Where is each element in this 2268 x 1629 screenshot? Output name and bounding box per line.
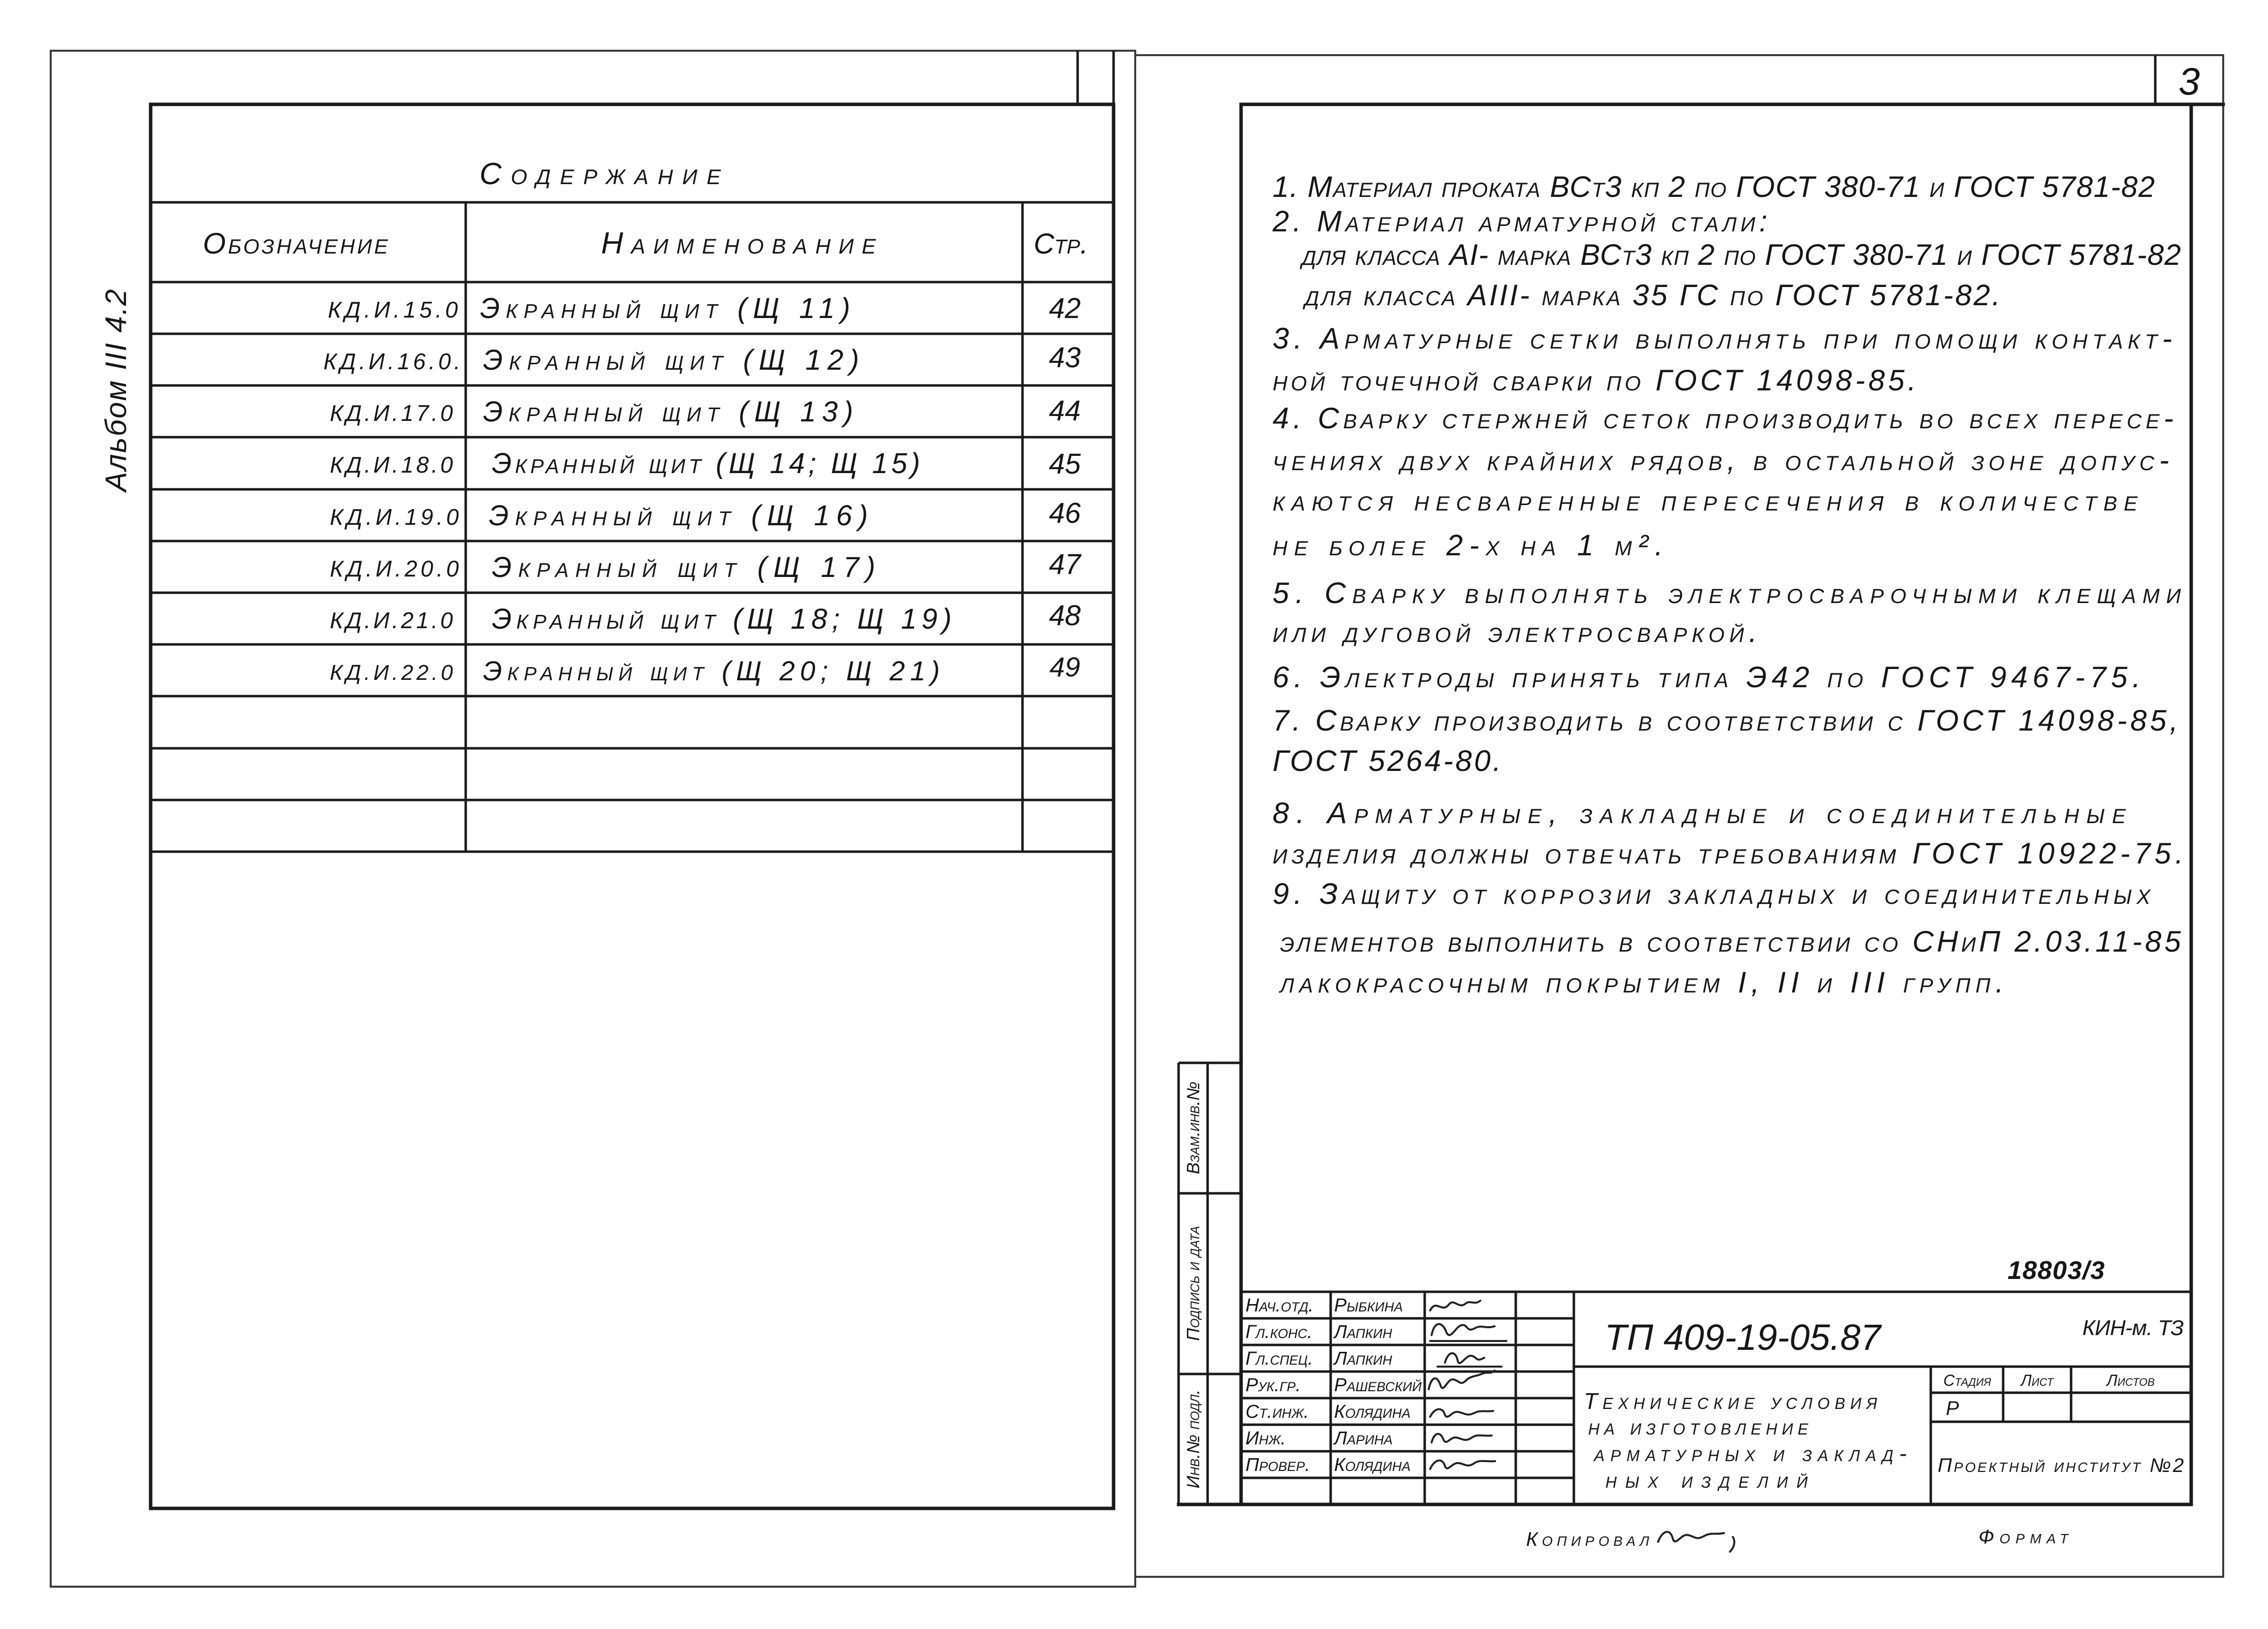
note-line: 6. Электроды принять типа Э42 по ГОСТ 9467-75. — [1273, 661, 2140, 694]
signature-table — [1246, 1295, 1506, 1475]
sheet-label: Лист — [2020, 1372, 2054, 1389]
table-row — [330, 651, 1080, 686]
sheet-footer — [1526, 1526, 2069, 1552]
note-line: для класса АIII- марка 35 ГС по ГОСТ 5781-82. — [1305, 279, 2000, 312]
row-page: 44 — [1049, 395, 1081, 427]
row-designation: КД.И.19.0 — [330, 504, 459, 530]
document-title-line: Технические условия — [1584, 1388, 1877, 1414]
row-page: 42 — [1049, 292, 1081, 324]
sig-name: Лапкин — [1334, 1322, 1392, 1342]
signature-mark — [1430, 1461, 1495, 1469]
note-line: 8. Арматурные, закладные и соединительные — [1273, 797, 2126, 830]
row-name: Экранный щит (Щ 11) — [480, 292, 850, 324]
row-page: 46 — [1049, 497, 1081, 529]
note-line: 3. Арматурные сетки выполнять при помощи контакт- — [1273, 322, 2172, 355]
signature-mark — [1430, 1409, 1493, 1417]
note-line: чениях двух крайних рядов, в остальной зоне допус- — [1273, 444, 2169, 477]
left-corner-box — [1078, 51, 1114, 104]
header-name: Наименование — [601, 226, 876, 260]
signature-date-label: Подпись и дата — [1183, 1226, 1203, 1341]
row-page: 47 — [1049, 548, 1081, 580]
album-label: Альбом III 4.2 — [99, 289, 132, 492]
note-line: 4. Сварку стержней сеток производить во всех пересе- — [1273, 402, 2173, 435]
contents-table — [151, 157, 1114, 852]
sig-role: Гл.спец. — [1246, 1348, 1313, 1369]
note-line: не более 2-х на 1 м². — [1273, 529, 1663, 562]
row-name: Экранный щит (Щ 16) — [489, 500, 868, 532]
sig-name: Ларина — [1334, 1428, 1393, 1449]
table-row — [323, 342, 1081, 376]
header-page: Стр. — [1033, 228, 1088, 260]
signature-mark — [1432, 1434, 1492, 1442]
header-designation: Обозначение — [203, 227, 388, 260]
signature-mark — [1437, 1353, 1501, 1367]
stamp-number: 18803/3 — [2008, 1256, 2105, 1285]
row-name: Экранный щит (Щ 12) — [483, 344, 859, 376]
signature-mark — [1429, 1371, 1495, 1389]
signature-mark — [1430, 1324, 1506, 1341]
row-name: Экранный щит (Щ 17) — [492, 551, 875, 583]
row-page: 45 — [1049, 448, 1081, 480]
note-line: 2. Материал арматурной стали: — [1273, 205, 1767, 238]
table-row — [330, 447, 1081, 480]
table-row — [330, 497, 1081, 532]
side-stamp — [1179, 1063, 1241, 1504]
note-line: элементов выполнить в соответствии со СНиП 2.03.11-85 — [1280, 925, 2181, 958]
row-page: 48 — [1049, 600, 1081, 632]
contents-title: Содержание — [479, 157, 721, 191]
sig-name: Рашевский — [1334, 1375, 1422, 1396]
row-name: Экранный щит (Щ 14; Щ 15) — [492, 447, 920, 479]
sig-role: Инж. — [1246, 1428, 1286, 1449]
table-row — [328, 292, 1081, 324]
note-line: ной точечной сварки по ГОСТ 14098-85. — [1273, 364, 1916, 397]
copied-signature-mark — [1658, 1532, 1734, 1552]
row-name: Экранный щит (Щ 20; Щ 21) — [483, 655, 940, 686]
row-designation: КД.И.15.0 — [328, 297, 458, 322]
row-designation: КД.И.20.0 — [330, 556, 459, 581]
document-title-line: арматурных и заклад- — [1594, 1440, 1907, 1466]
row-designation: КД.И.17.0 — [330, 400, 453, 426]
row-designation: КД.И.22.0 — [330, 661, 453, 685]
row-name: Экранный щит (Щ 13) — [483, 396, 853, 428]
sig-role: Рук.гр. — [1246, 1375, 1301, 1396]
sig-name: Колядина — [1334, 1402, 1411, 1422]
row-designation: КД.И.18.0 — [330, 452, 453, 478]
row-page: 49 — [1049, 651, 1081, 682]
stage-label: Стадия — [1943, 1372, 1991, 1389]
sig-role: Провер. — [1246, 1455, 1310, 1475]
row-designation: КД.И.16.0. — [323, 349, 460, 374]
left-page — [51, 51, 1135, 1587]
page-number: 3 — [2178, 60, 2200, 103]
copy-mark: КИН-м. ТЗ — [2082, 1316, 2184, 1340]
note-line: 1. Материал проката ВСт3 кп 2 по ГОСТ 380-71 и ГОСТ 5781-82 — [1273, 170, 2155, 203]
format-label: Формат — [1979, 1526, 2068, 1548]
copied-label: Копировал — [1526, 1529, 1649, 1550]
technical-notes — [1272, 170, 2183, 999]
note-line: 9. Защиту от коррозии закладных и соединительных — [1273, 877, 2150, 910]
stage-value: Р — [1946, 1398, 1959, 1419]
sig-name: Рыбкина — [1334, 1295, 1403, 1316]
note-line: для класса АI- марка ВСт3 кп 2 по ГОСТ 380-71 и ГОСТ 5781-82 — [1302, 238, 2181, 271]
sheets-label: Листов — [2107, 1372, 2155, 1389]
table-row — [330, 548, 1082, 583]
table-row — [330, 395, 1081, 428]
sig-role: Нач.отд. — [1246, 1295, 1314, 1316]
note-line: каются несваренные пересечения в количестве — [1273, 484, 2138, 517]
document-title-line: на изготовление — [1588, 1414, 1808, 1439]
row-page: 43 — [1049, 342, 1081, 374]
organization-name: Проектный институт №2 — [1938, 1455, 2184, 1476]
row-name: Экранный щит (Щ 18; Щ 19) — [492, 603, 952, 635]
signature-mark — [1430, 1301, 1480, 1310]
right-page — [1135, 55, 2223, 1577]
orig-inv-label: Инв.№ подл. — [1183, 1389, 1203, 1489]
title-block — [1241, 1292, 2191, 1504]
note-line: или дуговой электросваркой. — [1273, 615, 1757, 648]
sig-name: Колядина — [1334, 1455, 1411, 1475]
document-title-line: ных изделий — [1605, 1467, 1808, 1493]
sig-role: Гл.конс. — [1246, 1322, 1312, 1342]
row-designation: КД.И.21.0 — [330, 607, 453, 633]
table-row — [330, 600, 1081, 635]
note-line: 5. Сварку выполнять электросварочными клещами — [1273, 576, 2181, 609]
replaced-inv-label: Взам.инв.№ — [1183, 1081, 1203, 1175]
note-line: изделия должны отвечать требованиям ГОСТ 10922-75. — [1273, 837, 2183, 870]
sig-name: Лапкин — [1334, 1348, 1392, 1369]
note-line: 7. Сварку производить в соответствии с ГОСТ 14098-85, — [1273, 704, 2178, 737]
note-line: ГОСТ 5264-80. — [1273, 744, 1501, 777]
note-line: лакокрасочным покрытием I, II и III групп. — [1280, 966, 2004, 999]
sig-role: Ст.инж. — [1246, 1402, 1309, 1422]
document-code: ТП 409-19-05.87 — [1604, 1317, 1881, 1358]
